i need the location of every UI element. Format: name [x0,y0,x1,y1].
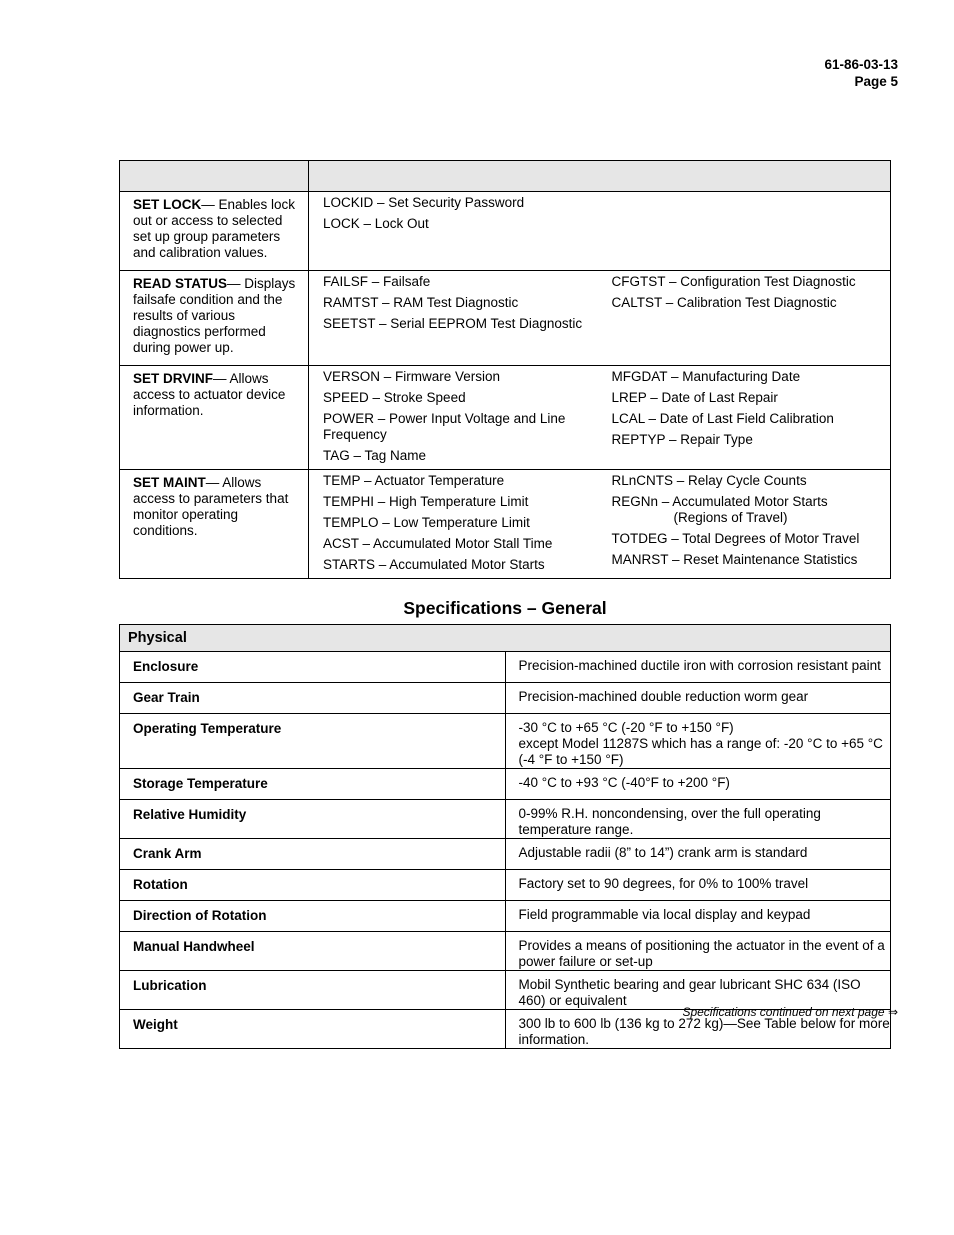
specifications-title: Specifications – General [403,598,607,618]
menu-item: CFGTST – Configuration Test Diagnostic [611,274,856,289]
menu-item: CALTST – Calibration Test Diagnostic [611,295,837,310]
menu-group-table [119,160,891,579]
spec-value: Precision-machined double reduction worm gear [505,683,891,714]
menu-row-set-drvinf [120,366,891,470]
spec-label: Gear Train [120,683,506,714]
spec-row [120,652,891,683]
spec-row [120,839,891,870]
menu-group-title: READ STATUS [133,276,227,291]
specifications-table [119,624,891,1049]
menu-item: TEMP – Actuator Temperature [323,473,505,488]
spec-label: Rotation [120,870,506,901]
menu-group-title: SET MAINT [133,475,206,490]
menu-row-set-lock [120,192,891,271]
menu-group-title: SET DRVINF [133,371,214,386]
spec-value-line: -30 °C to +65 °C (-20 °F to +150 °F) [518,720,734,735]
menu-item: RAMTST – RAM Test Diagnostic [323,295,519,310]
spec-row [120,901,891,932]
spec-section-header: Physical [120,625,891,652]
page-number: Page 5 [854,74,898,89]
menu-group-desc: — Displays failsafe condition and the results of various diagnostics performed during power up. [133,276,296,355]
menu-item-text: REGNn – Accumulated Motor Starts [611,494,828,509]
menu-group-desc: — Allows access to actuator device information. [133,371,286,418]
menu-group-title: SET LOCK [133,197,202,212]
menu-item: TEMPHI – High Temperature Limit [323,494,529,509]
menu-item: RLnCNTS – Relay Cycle Counts [611,473,807,488]
menu-group-desc: — Enables lock out or access to selected set up group parameters and calibration values. [133,197,296,260]
menu-row-read-status [120,271,891,366]
menu-item: REPTYP – Repair Type [611,432,753,447]
spec-value: Field programmable via local display and keypad [505,901,891,932]
spec-value: Adjustable radii (8” to 14”) crank arm is standard [505,839,891,870]
spec-value: Provides a means of positioning the actuator in the event of a power failure or set-up [505,932,891,971]
spec-value-line: except Model 11287S which has a range of: -20 °C to +65 °C (-4 °F to +150 °F) [518,736,883,767]
menu-item [612,494,891,526]
continued-note [682,1005,898,1019]
spec-value [505,714,891,769]
menu-row-set-maint [120,470,891,579]
menu-item: TAG – Tag Name [323,448,427,463]
menu-group-desc: — Allows access to parameters that monitor operating conditions. [133,475,289,538]
menu-item: TEMPLO – Low Temperature Limit [323,515,530,530]
spec-label: Operating Temperature [120,714,506,769]
menu-item: STARTS – Accumulated Motor Starts [323,557,545,572]
menu-item: MFGDAT – Manufacturing Date [611,369,801,384]
spec-label: Manual Handwheel [120,932,506,971]
menu-item: TOTDEG – Total Degrees of Motor Travel [611,531,860,546]
spec-row [120,683,891,714]
spec-row [120,800,891,839]
menu-item: MANRST – Reset Maintenance Statistics [611,552,858,567]
menu-item: LOCKID – Set Security Password [323,195,525,210]
spec-row [120,870,891,901]
menu-item: SPEED – Stroke Speed [323,390,466,405]
spec-value: 0-99% R.H. noncondensing, over the full operating temperature range. [505,800,891,839]
menu-table-header [120,161,891,192]
spec-row [120,971,891,1010]
page-header [824,56,898,90]
right-arrow-icon: ⇒ [887,1005,898,1019]
menu-item: ACST – Accumulated Motor Stall Time [323,536,553,551]
spec-value: 300 lb to 600 lb (136 kg to 272 kg)—See Table below for more information. [505,1010,891,1049]
menu-item-subtext: (Regions of Travel) [673,510,788,525]
menu-item: LOCK – Lock Out [323,216,429,231]
spec-label: Storage Temperature [120,769,506,800]
spec-label: Lubrication [120,971,506,1010]
menu-item: LCAL – Date of Last Field Calibration [611,411,834,426]
spec-label: Weight [120,1010,506,1049]
spec-row [120,932,891,971]
menu-item: FAILSF – Failsafe [323,274,431,289]
spec-row [120,769,891,800]
spec-value: Precision-machined ductile iron with corrosion resistant paint [505,652,891,683]
spec-value: Mobil Synthetic bearing and gear lubricant SHC 634 (ISO 460) or equivalent [505,971,891,1010]
spec-label: Crank Arm [120,839,506,870]
menu-item: LREP – Date of Last Repair [611,390,778,405]
continued-note-text: Specifications continued on next page [682,1005,885,1019]
menu-item: POWER – Power Input Voltage and Line Frequency [323,411,566,442]
spec-label: Enclosure [120,652,506,683]
spec-value: -40 °C to +93 °C (-40°F to +200 °F) [505,769,891,800]
spec-label: Relative Humidity [120,800,506,839]
menu-item: SEETST – Serial EEPROM Test Diagnostic [323,316,583,331]
spec-label: Direction of Rotation [120,901,506,932]
spec-row [120,714,891,769]
document-number: 61-86-03-13 [824,57,898,72]
spec-value: Factory set to 90 degrees, for 0% to 100% travel [505,870,891,901]
menu-item: VERSON – Firmware Version [323,369,501,384]
